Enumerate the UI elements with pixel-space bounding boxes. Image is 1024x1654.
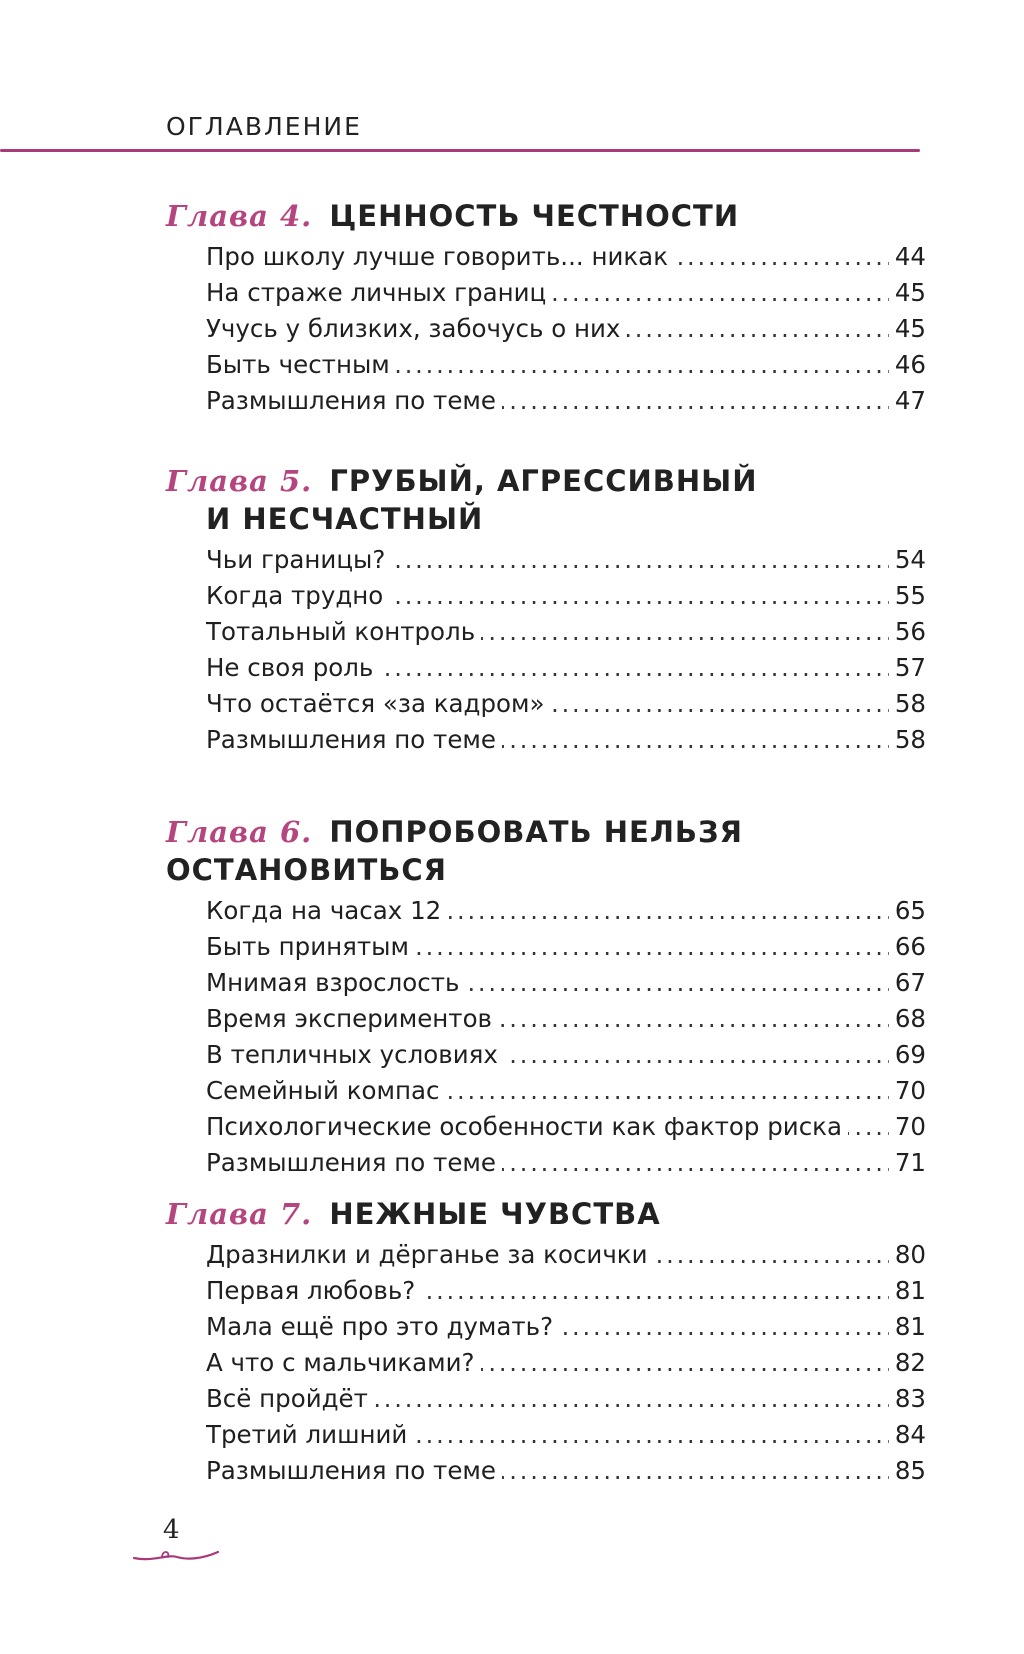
toc-entry-page: 80 (889, 1237, 926, 1273)
toc-entry-page: 82 (889, 1345, 926, 1381)
toc-entry-title: Тотальный контроль (206, 617, 481, 646)
toc-entry[interactable] (206, 686, 926, 722)
toc-entry-title: В тепличных условиях (206, 1040, 504, 1069)
toc-entry-title: Размышления по теме (206, 386, 502, 415)
chapter-name: НЕЖНЫЕ ЧУВСТВА (329, 1197, 661, 1231)
toc-entry-title: Не своя роль (206, 653, 379, 682)
chapter-4 (166, 197, 926, 419)
toc-entry[interactable] (206, 347, 926, 383)
toc-entry[interactable] (206, 239, 926, 275)
toc-entry-title: Дразнилки и дёрганье за косички (206, 1240, 654, 1269)
toc-entry-page: 66 (889, 929, 926, 965)
toc-entry-page: 81 (889, 1309, 926, 1345)
chapter-label: Глава 4. (166, 199, 313, 233)
toc-entry-page: 85 (889, 1453, 926, 1489)
chapter-name: ГРУБЫЙ, АГРЕССИВНЫЙ (329, 464, 758, 498)
toc-entry-page: 71 (889, 1145, 926, 1181)
chapter-label: Глава 6. (166, 815, 313, 849)
toc-entry-page: 54 (889, 542, 926, 578)
chapter-title (166, 197, 926, 235)
toc-entry-title: Семейный компас (206, 1076, 446, 1105)
toc-entry-title: Чьи границы? (206, 545, 391, 574)
chapter-entries (166, 239, 926, 419)
toc-entry-page: 58 (889, 722, 926, 758)
toc-entry-page: 57 (889, 650, 926, 686)
page-number: 4 (163, 1515, 180, 1545)
toc-entry[interactable] (206, 1453, 926, 1489)
toc-entry[interactable] (206, 1345, 926, 1381)
toc-entry-title: Всё пройдёт (206, 1384, 374, 1413)
toc-entry[interactable] (206, 383, 926, 419)
toc-entry[interactable] (206, 1001, 926, 1037)
chapter-title (166, 462, 926, 538)
toc-entry-title: Психологические особенности как фактор риска (206, 1112, 848, 1141)
chapter-7 (166, 1195, 926, 1489)
toc-entry[interactable] (206, 1109, 926, 1145)
toc-entry[interactable] (206, 893, 926, 929)
toc-entry-page: 45 (889, 275, 926, 311)
chapter-6 (166, 813, 926, 1181)
toc-entry-title: Что остаётся «за кадром» (206, 689, 551, 718)
toc-entry-page: 69 (889, 1037, 926, 1073)
toc-entry-page: 70 (889, 1109, 926, 1145)
toc-entry[interactable] (206, 1237, 926, 1273)
chapter-title (166, 813, 926, 889)
toc-entry[interactable] (206, 650, 926, 686)
chapter-name-continued: И НЕСЧАСТНЫЙ (206, 502, 484, 536)
toc-entry[interactable] (206, 722, 926, 758)
chapter-label: Глава 7. (166, 1197, 313, 1231)
toc-entry-page: 70 (889, 1073, 926, 1109)
chapter-entries (166, 542, 926, 758)
toc-entry-page: 83 (889, 1381, 926, 1417)
toc-entry-title: А что с мальчиками? (206, 1348, 481, 1377)
chapter-name: ЦЕННОСТЬ ЧЕСТНОСТИ (329, 199, 740, 233)
toc-entry[interactable] (206, 1417, 926, 1453)
toc-entry-page: 55 (889, 578, 926, 614)
toc-entry-title: Размышления по теме (206, 1148, 502, 1177)
toc-entry-page: 45 (889, 311, 926, 347)
toc-entry-title: Быть честным (206, 350, 396, 379)
toc-entry-title: Когда трудно (206, 581, 389, 610)
toc-entry[interactable] (206, 578, 926, 614)
toc-entry-page: 44 (889, 239, 926, 275)
toc-entry-title: Мнимая взрослость (206, 968, 465, 997)
toc-entry[interactable] (206, 1381, 926, 1417)
chapter-5 (166, 462, 926, 758)
toc-entry-page: 65 (889, 893, 926, 929)
toc-entry-title: Быть принятым (206, 932, 415, 961)
chapter-label: Глава 5. (166, 464, 313, 498)
toc-entry-title: Размышления по теме (206, 1456, 502, 1485)
chapter-title (166, 1195, 926, 1233)
chapter-entries (166, 1237, 926, 1489)
toc-entry[interactable] (206, 965, 926, 1001)
toc-entry[interactable] (206, 542, 926, 578)
toc-entry-title: Мала ещё про это думать? (206, 1312, 559, 1341)
toc-entry[interactable] (206, 1273, 926, 1309)
toc-entry-page: 46 (889, 347, 926, 383)
toc-entry-title: Время экспериментов (206, 1004, 498, 1033)
toc-entry[interactable] (206, 1073, 926, 1109)
toc-entry-page: 67 (889, 965, 926, 1001)
toc-entry-page: 81 (889, 1273, 926, 1309)
toc-entry-title: Когда на часах 12 (206, 896, 447, 925)
toc-entry[interactable] (206, 1309, 926, 1345)
chapter-entries (166, 893, 926, 1181)
page-swash-ornament (132, 1546, 222, 1566)
chapter-name: ПОПРОБОВАТЬ НЕЛЬЗЯ ОСТАНОВИТЬСЯ (166, 815, 743, 887)
toc-entry-title: Третий лишний (206, 1420, 413, 1449)
toc-entry-page: 58 (889, 686, 926, 722)
toc-entry-title: Первая любовь? (206, 1276, 421, 1305)
toc-entry[interactable] (206, 929, 926, 965)
toc-entry[interactable] (206, 614, 926, 650)
toc-entry-page: 56 (889, 614, 926, 650)
toc-entry-page: 47 (889, 383, 926, 419)
header-rule (0, 149, 920, 152)
toc-entry[interactable] (206, 1145, 926, 1181)
toc-entry-title: Размышления по теме (206, 725, 502, 754)
running-head: ОГЛАВЛЕНИЕ (166, 112, 362, 141)
toc-entry-title: На страже личных границ (206, 278, 552, 307)
toc-entry[interactable] (206, 275, 926, 311)
toc-entry-title: Учусь у близких, забочусь о них (206, 314, 626, 343)
toc-entry[interactable] (206, 1037, 926, 1073)
toc-entry[interactable] (206, 311, 926, 347)
toc-entry-page: 84 (889, 1417, 926, 1453)
toc-entry-page: 68 (889, 1001, 926, 1037)
toc-entry-title: Про школу лучше говорить... никак (206, 242, 674, 271)
